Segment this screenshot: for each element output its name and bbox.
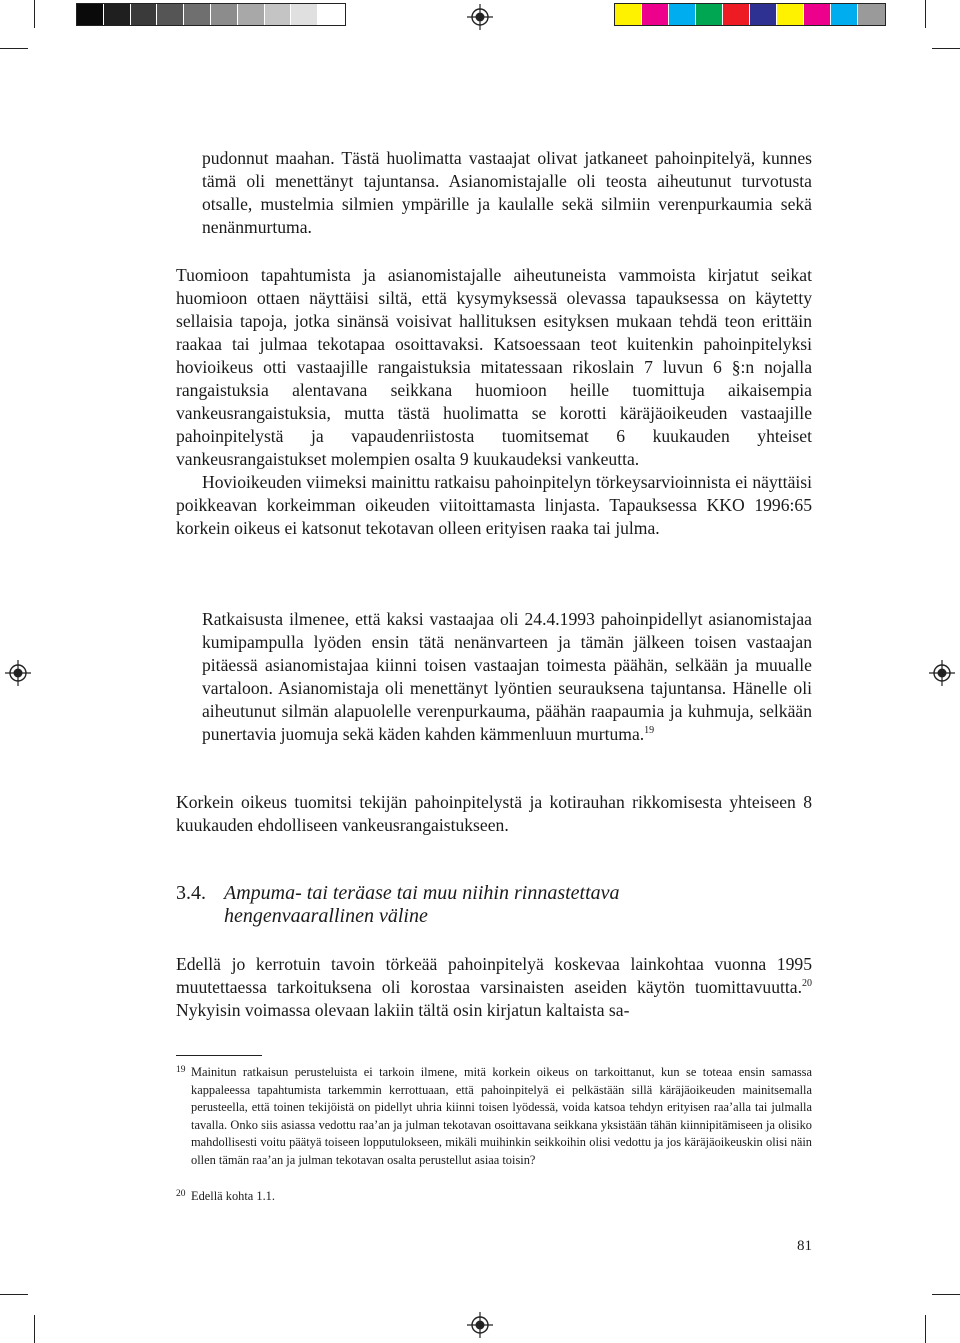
color-swatch [615,4,642,25]
paragraph-text: Tuomioon tapahtumista ja asianomistajalle aiheutuneista vammoista kirjatut seikat huomioon ottaen näyttäisi siltä, että kysymyksessä olevassa tapauksessa on käytetty sellaisia tapoja, jotka sinänsä voisivat hallituksen esityksen mukaan tehdä teon erittäin raakaa tai julmaa tekotapaa osoittavaksi. Katsoessaan teot kuitenkin pahoinpitelyksi hovioikeus otti vastaajille rangaistuksia mitatessaan rikoslain 7 luvun 6 §:n nojalla rangaistuksia alentavana seikkana huomioon heille tuomittuja aikaisempia vankeusrangaistuksia, mutta tästä huolimatta se korotti käräjäoikeuden vastaajille pahoinpitelystä ja vapaudenriistosta tuomitsemat 6 kuukauden yhteiset vankeusrangaistukset molempien osalta 9 kuukaudeksi vankeutta. [176,265,812,469]
color-swatch [642,4,669,25]
section-title-line-2: hengenvaarallinen väline [224,905,428,927]
color-swatch [696,4,723,25]
section-heading [176,882,620,928]
color-swatch [318,4,345,25]
color-swatch [831,4,858,25]
analysis-paragraphs [176,264,812,540]
footnote-number: 20 [176,1189,186,1199]
grayscale-color-bar [76,3,346,26]
color-swatch [184,4,211,25]
section-title-line-1: Ampuma- tai teräase tai muu niihin rinnastettava [224,882,620,904]
crop-mark [932,1294,960,1295]
section-text-a: Edellä jo kerrotuin tavoin törkeää pahoinpitelyä koskevaa lainkohtaa vuonna 1995 muutettaessa tarkoituksena oli korostaa varsinaisten aseiden käytön tuomittavuutta. [176,954,812,997]
crop-mark [925,0,926,28]
crop-mark [932,48,960,49]
footnote [176,1188,812,1206]
color-swatch [858,4,885,25]
page-number: 81 [797,1238,812,1254]
color-swatch [157,4,184,25]
footnote-reference: 19 [644,725,655,736]
color-swatch [750,4,777,25]
section-text-b: Nykyisin voimassa olevaan lakiin tältä osin kirjatun kaltaista sa- [176,1000,630,1020]
crop-mark [34,0,35,28]
paragraph-text: pudonnut maahan. Tästä huolimatta vastaajat olivat jatkaneet pahoinpitelyä, kunnes tämä oli menettänyt tajuntansa. Asianomistajalle oli teosta aiheutunut turvotusta otsalle, mustelmia silmien ympärille ja kaulalle sekä silmiin verenpurkaumia sekä nenänmurtuma. [202,148,812,237]
section-paragraph [176,953,812,1022]
crop-mark [0,48,28,49]
registration-mark-icon [467,4,493,30]
quoted-paragraph-intro [202,147,812,239]
color-swatch [77,4,104,25]
paragraph-text: Hovioikeuden viimeksi mainittu ratkaisu pahoinpitelyn törkeysarvioinnista ei näyttäisi poikkeavan korkeimman oikeuden viitoittamasta linjasta. Tapauksessa KKO 1996:65 korkein oikeus ei katsonut tekotavan olleen erityisen raaka tai julma. [176,472,812,538]
color-swatch [104,4,131,25]
crop-mark [34,1315,35,1343]
section-number: 3.4. [176,882,206,904]
paragraph-text [176,953,812,1022]
color-swatch [777,4,804,25]
registration-mark-icon [929,660,955,686]
quoted-case-summary [202,608,812,746]
supreme-court-paragraph [176,791,812,837]
registration-mark-icon [5,660,31,686]
color-swatch [265,4,292,25]
color-swatch [211,4,238,25]
footnote-text: Edellä kohta 1.1. [191,1189,275,1203]
case-text: Ratkaisusta ilmenee, että kaksi vastaajaa oli 24.4.1993 pahoinpidellyt asianomistajaa kumipampulla lyöden ensin tätä nenänvarteen ja tämän jälkeen toisen vastaajan pitäessä asianomistajaa kiinni toisen vastaajan toimesta päähän, selkään ja muualle vartaloon. Asianomistaja oli menettänyt lyöntien seurauksena tajuntansa. Hänelle oli aiheutunut silmän alapuolelle verenpurkauma, päähän raapaumia ja kuhmuja, selkään punertavia juomuja sekä käden kahden kämmenluun murtuma. [202,609,812,744]
registration-mark-icon [467,1312,493,1338]
color-swatch [669,4,696,25]
process-color-bar [614,3,886,26]
footnote-number: 19 [176,1065,186,1075]
color-swatch [131,4,158,25]
paragraph-text [202,608,812,746]
footnote-reference: 20 [802,978,812,989]
color-swatch [804,4,831,25]
color-swatch [238,4,265,25]
crop-mark [0,1294,28,1295]
footnote [176,1064,812,1170]
footnote-separator [176,1055,262,1056]
footnote-text: Mainitun ratkaisun perusteluista ei tarkoin ilmene, mitä korkein oikeus on tarkoittanut, kun se toteaa ensin samassa kappaleessa tapahtumista tarkemmin kerrottuaan, että pahoinpitelyä ei pelkästään sillä käräjäoikeuden mainitsemalla perusteella, että toinen tekijöistä on pidellyt uhria kiinni toisen lyödessä, voida katsoa tehdyn erityisen raa’alla tai julmalla tavalla. Onko siis asiassa vedottu raa’an ja julman tekotavan osoittavana seikkana yksistään tähän kiinnipitämiseen ja olisiko mahdollisesti voitu päätyä toiseen lopputulokseen, mikäli muihinkin seikkoihin olisi vedottu ja jos käräjäoikeuskin olisi näin ollen tämän raa’an ja julman tekotavan osalta perustellut asiaa toisin? [191,1065,812,1167]
color-swatch [723,4,750,25]
color-swatch [291,4,318,25]
crop-mark [925,1315,926,1343]
paragraph-text: Korkein oikeus tuomitsi tekijän pahoinpitelystä ja kotirauhan rikkomisesta yhteiseen 8 kuukauden ehdolliseen vankeusrangaistukseen. [176,792,812,835]
